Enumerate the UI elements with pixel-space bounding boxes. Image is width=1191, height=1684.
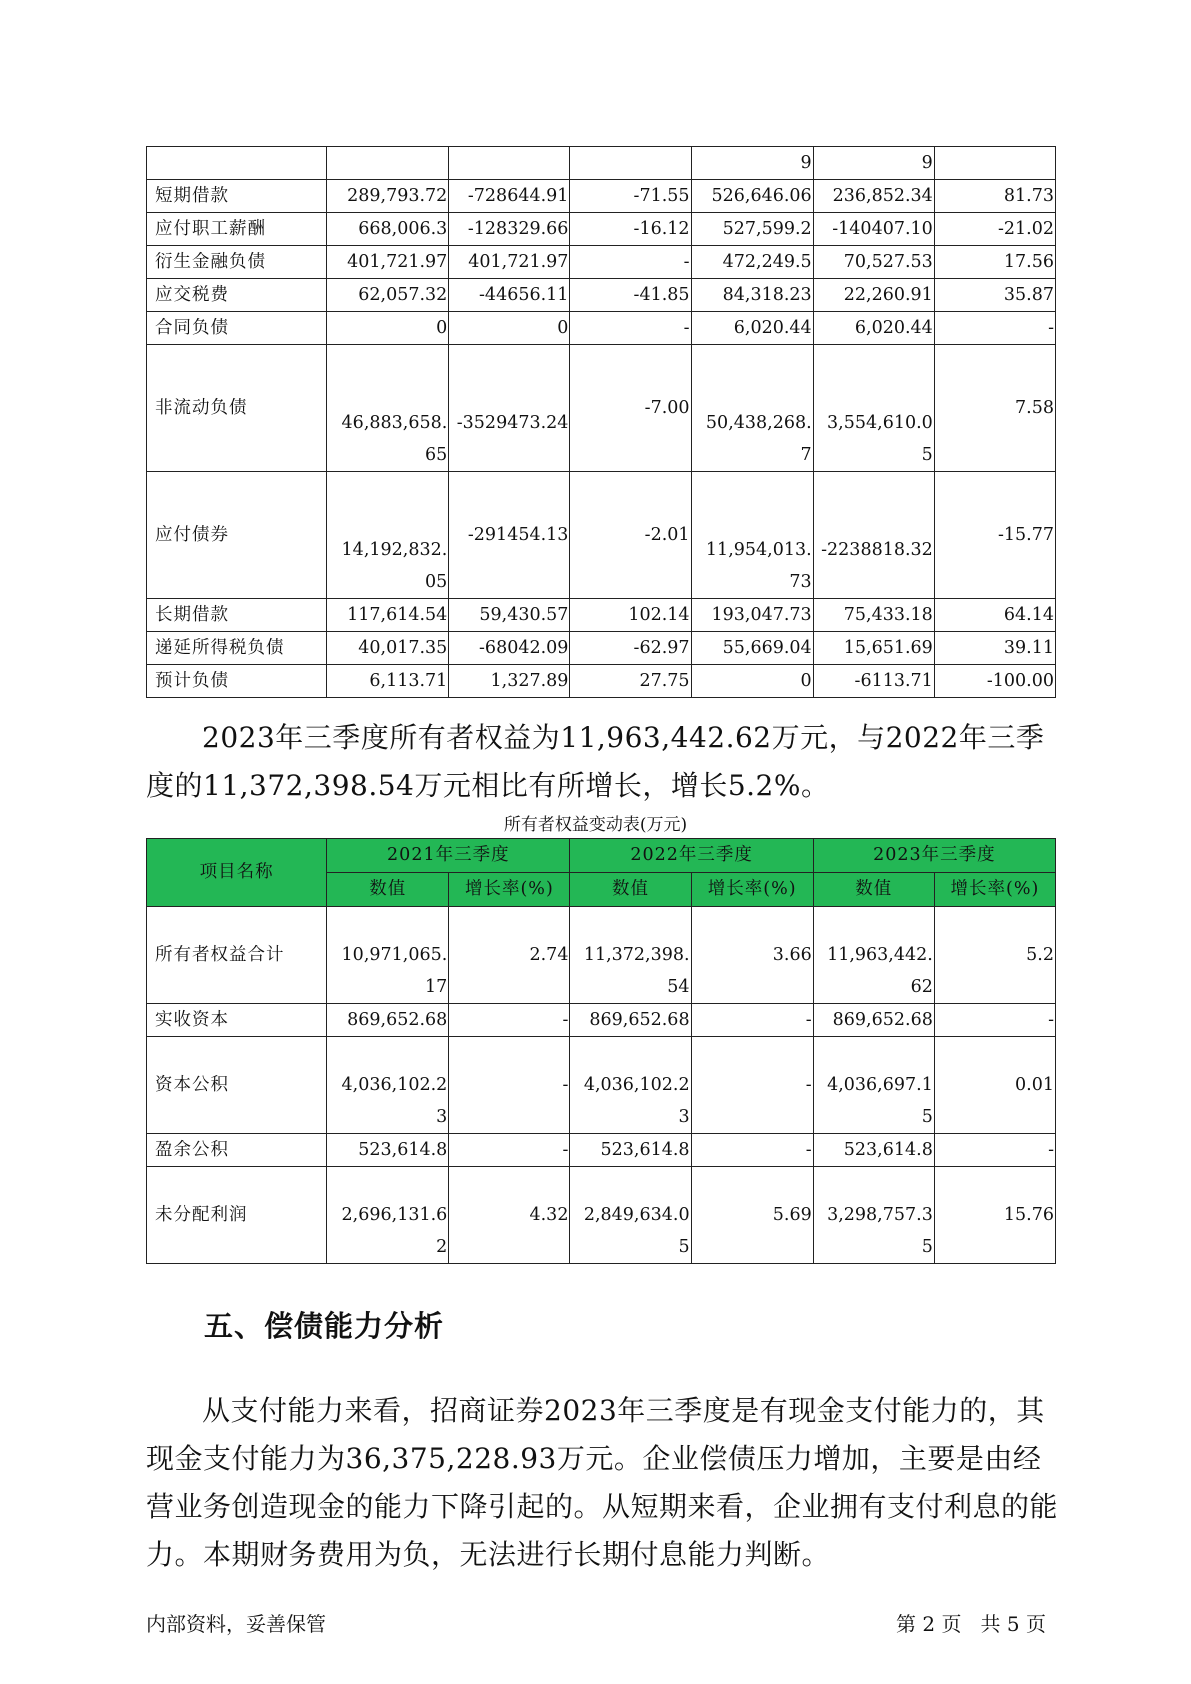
table-cell: -6113.71 <box>813 665 934 698</box>
row-label: 预计负债 <box>147 665 327 698</box>
cell-line: 2,696,131.6 <box>341 1205 448 1225</box>
table-cell: - <box>934 1004 1055 1037</box>
cell-line: 5 <box>921 1237 933 1257</box>
table-cell: 5.2 <box>934 907 1055 1004</box>
table-cell: 0.01 <box>934 1037 1055 1134</box>
table-cell: 7.58 <box>934 345 1055 472</box>
table-cell: - <box>570 312 691 345</box>
column-header-value: 数值 <box>813 873 934 907</box>
table-cell: -41.85 <box>570 279 691 312</box>
row-label: 应交税费 <box>147 279 327 312</box>
column-header-item: 项目名称 <box>147 839 327 907</box>
table-cell: - <box>449 1037 570 1134</box>
table-cell: -2.01 <box>570 472 691 599</box>
table-cell: -44656.11 <box>449 279 570 312</box>
liabilities-table <box>146 146 1056 698</box>
cell-line: 4,036,697.1 <box>827 1075 933 1095</box>
table-cell: 869,652.68 <box>570 1004 691 1037</box>
table-cell <box>327 907 449 1004</box>
table-cell: 472,249.5 <box>691 246 813 279</box>
table-cell: 84,318.23 <box>691 279 813 312</box>
table-cell: 401,721.97 <box>327 246 449 279</box>
table-cell: 3.66 <box>691 907 813 1004</box>
table-cell: 289,793.72 <box>327 180 449 213</box>
cell-line: 4,036,102.2 <box>341 1075 448 1095</box>
table-row <box>147 907 1056 1004</box>
table-cell: - <box>691 1037 813 1134</box>
table-cell: 59,430.57 <box>449 599 570 632</box>
column-header-period: 2022年三季度 <box>570 839 813 873</box>
cell-line: 5 <box>678 1237 690 1257</box>
table-cell <box>327 1037 449 1134</box>
table-cell: - <box>449 1134 570 1167</box>
column-header-growth: 增长率(%) <box>449 873 570 907</box>
column-header-growth: 增长率(%) <box>691 873 813 907</box>
table-cell: 4.32 <box>449 1167 570 1264</box>
equity-table-caption: 所有者权益变动表(万元) <box>503 815 688 835</box>
table-cell <box>813 1167 934 1264</box>
cell-line: 5 <box>921 1107 933 1127</box>
table-cell <box>327 147 449 180</box>
table-cell: 0 <box>327 312 449 345</box>
table-cell: - <box>570 246 691 279</box>
table-cell: -140407.10 <box>813 213 934 246</box>
table-cell: -100.00 <box>934 665 1055 698</box>
table-cell: 523,614.8 <box>813 1134 934 1167</box>
table-row <box>147 472 1056 599</box>
table-cell <box>327 345 449 472</box>
table-cell <box>691 472 813 599</box>
table-row <box>147 1167 1056 1264</box>
table-cell: 15,651.69 <box>813 632 934 665</box>
table-cell: -71.55 <box>570 180 691 213</box>
table-row <box>147 279 1056 312</box>
table-row <box>147 312 1056 345</box>
table-cell: -15.77 <box>934 472 1055 599</box>
table-cell: 39.11 <box>934 632 1055 665</box>
table-cell: 117,614.54 <box>327 599 449 632</box>
table-cell: - <box>691 1004 813 1037</box>
table-cell: 523,614.8 <box>327 1134 449 1167</box>
cell-line: 11,963,442. <box>827 945 933 965</box>
table-cell: 40,017.35 <box>327 632 449 665</box>
table-row <box>147 147 1056 180</box>
table-cell: 1,327.89 <box>449 665 570 698</box>
row-label: 非流动负债 <box>147 345 327 472</box>
row-label: 实收资本 <box>147 1004 327 1037</box>
table-cell: 22,260.91 <box>813 279 934 312</box>
table-cell: - <box>934 1134 1055 1167</box>
equity-paragraph: 2023年三季度所有者权益为11,963,442.62万元，与2022年三季度的11,372,398.54万元相比有所增长，增长5.2%。 <box>146 721 1045 802</box>
section-heading: 五、偿债能力分析 <box>204 1309 445 1343</box>
table-cell: -21.02 <box>934 213 1055 246</box>
table-row <box>147 665 1056 698</box>
table-cell: 0 <box>691 665 813 698</box>
cell-line: 11,954,013. <box>705 540 812 560</box>
table-cell <box>327 472 449 599</box>
table-cell: - <box>449 1004 570 1037</box>
column-header-period: 2023年三季度 <box>813 839 1055 873</box>
page-number: 第 2 页 共 5 页 <box>896 1612 1046 1636</box>
table-row <box>147 246 1056 279</box>
table-cell: -3529473.24 <box>449 345 570 472</box>
table-cell: 62,057.32 <box>327 279 449 312</box>
table-cell: 6,113.71 <box>327 665 449 698</box>
row-label: 递延所得税负债 <box>147 632 327 665</box>
table-cell: 35.87 <box>934 279 1055 312</box>
cell-line: 4,036,102.2 <box>583 1075 690 1095</box>
table-cell: 64.14 <box>934 599 1055 632</box>
cell-line: 3,554,610.0 <box>827 413 933 433</box>
cell-line: 54 <box>667 977 690 997</box>
table-cell: 527,599.2 <box>691 213 813 246</box>
cell-line: 3,298,757.3 <box>827 1205 933 1225</box>
cell-line: 5 <box>921 445 933 465</box>
table-row <box>147 632 1056 665</box>
table-cell: -62.97 <box>570 632 691 665</box>
table-cell: - <box>691 1134 813 1167</box>
cell-line: 14,192,832. <box>341 540 448 560</box>
table-cell: -128329.66 <box>449 213 570 246</box>
row-label: 短期借款 <box>147 180 327 213</box>
table-cell: 668,006.3 <box>327 213 449 246</box>
table-cell: 523,614.8 <box>570 1134 691 1167</box>
row-label: 应付债券 <box>147 472 327 599</box>
table-cell: -2238818.32 <box>813 472 934 599</box>
cell-line: 2 <box>436 1237 448 1257</box>
table-cell: 6,020.44 <box>691 312 813 345</box>
cell-line: 46,883,658. <box>341 413 448 433</box>
cell-line: 10,971,065. <box>341 945 448 965</box>
table-cell: 526,646.06 <box>691 180 813 213</box>
column-header-value: 数值 <box>570 873 691 907</box>
cell-line: 65 <box>425 445 448 465</box>
column-header-value: 数值 <box>327 873 449 907</box>
table-row <box>147 180 1056 213</box>
table-cell: 193,047.73 <box>691 599 813 632</box>
cell-line: 3 <box>678 1107 690 1127</box>
table-cell <box>570 1167 691 1264</box>
table-cell <box>813 907 934 1004</box>
row-label: 长期借款 <box>147 599 327 632</box>
table-cell <box>327 1167 449 1264</box>
column-header-growth: 增长率(%) <box>934 873 1055 907</box>
table-cell: -68042.09 <box>449 632 570 665</box>
table-cell: 5.69 <box>691 1167 813 1264</box>
row-label: 应付职工薪酬 <box>147 213 327 246</box>
table-cell: 9 <box>813 147 934 180</box>
table-header-row <box>147 839 1056 873</box>
table-cell: 869,652.68 <box>327 1004 449 1037</box>
table-cell <box>570 147 691 180</box>
table-cell <box>813 345 934 472</box>
table-cell: 236,852.34 <box>813 180 934 213</box>
table-cell: 6,020.44 <box>813 312 934 345</box>
row-label: 衍生金融负债 <box>147 246 327 279</box>
cell-line: 11,372,398. <box>583 945 690 965</box>
table-cell: 869,652.68 <box>813 1004 934 1037</box>
cell-line: 73 <box>789 572 812 592</box>
table-cell: 15.76 <box>934 1167 1055 1264</box>
table-cell <box>570 907 691 1004</box>
solvency-paragraph: 从支付能力来看，招商证券2023年三季度是有现金支付能力的，其现金支付能力为36,375,228.93万元。企业偿债压力增加，主要是由经营业务创造现金的能力下降引起的。从短期来看，企业拥有支付利息的能力。本期财务费用为负，无法进行长期付息能力判断。 <box>146 1394 1059 1571</box>
table-cell: 70,527.53 <box>813 246 934 279</box>
table-cell: 102.14 <box>570 599 691 632</box>
table-cell: 81.73 <box>934 180 1055 213</box>
table-cell <box>813 1037 934 1134</box>
table-cell: 0 <box>449 312 570 345</box>
table-row <box>147 345 1056 472</box>
table-cell: 27.75 <box>570 665 691 698</box>
cell-line: 3 <box>436 1107 448 1127</box>
table-row <box>147 213 1056 246</box>
table-cell: - <box>934 312 1055 345</box>
cell-line: 2,849,634.0 <box>583 1205 690 1225</box>
table-cell: 9 <box>691 147 813 180</box>
cell-line: 50,438,268. <box>705 413 812 433</box>
table-cell: -728644.91 <box>449 180 570 213</box>
cell-line: 7 <box>800 445 812 465</box>
table-cell: 17.56 <box>934 246 1055 279</box>
table-cell <box>570 1037 691 1134</box>
row-label: 资本公积 <box>147 1037 327 1134</box>
table-cell <box>691 345 813 472</box>
row-label: 合同负债 <box>147 312 327 345</box>
row-label: 盈余公积 <box>147 1134 327 1167</box>
table-cell: 2.74 <box>449 907 570 1004</box>
row-label: 所有者权益合计 <box>147 907 327 1004</box>
table-cell: 75,433.18 <box>813 599 934 632</box>
table-cell: -7.00 <box>570 345 691 472</box>
table-cell <box>147 147 327 180</box>
footer-confidential-note: 内部资料，妥善保管 <box>146 1612 326 1636</box>
cell-line: 62 <box>910 977 933 997</box>
column-header-period: 2021年三季度 <box>327 839 570 873</box>
cell-line: 17 <box>425 977 448 997</box>
table-cell: -16.12 <box>570 213 691 246</box>
table-row <box>147 1004 1056 1037</box>
table-row <box>147 599 1056 632</box>
table-row <box>147 1134 1056 1167</box>
table-cell <box>449 147 570 180</box>
table-cell: 401,721.97 <box>449 246 570 279</box>
row-label: 未分配利润 <box>147 1167 327 1264</box>
table-row <box>147 1037 1056 1134</box>
table-cell: 55,669.04 <box>691 632 813 665</box>
table-cell <box>934 147 1055 180</box>
table-cell: -291454.13 <box>449 472 570 599</box>
equity-table <box>146 838 1056 1264</box>
cell-line: 05 <box>425 572 448 592</box>
